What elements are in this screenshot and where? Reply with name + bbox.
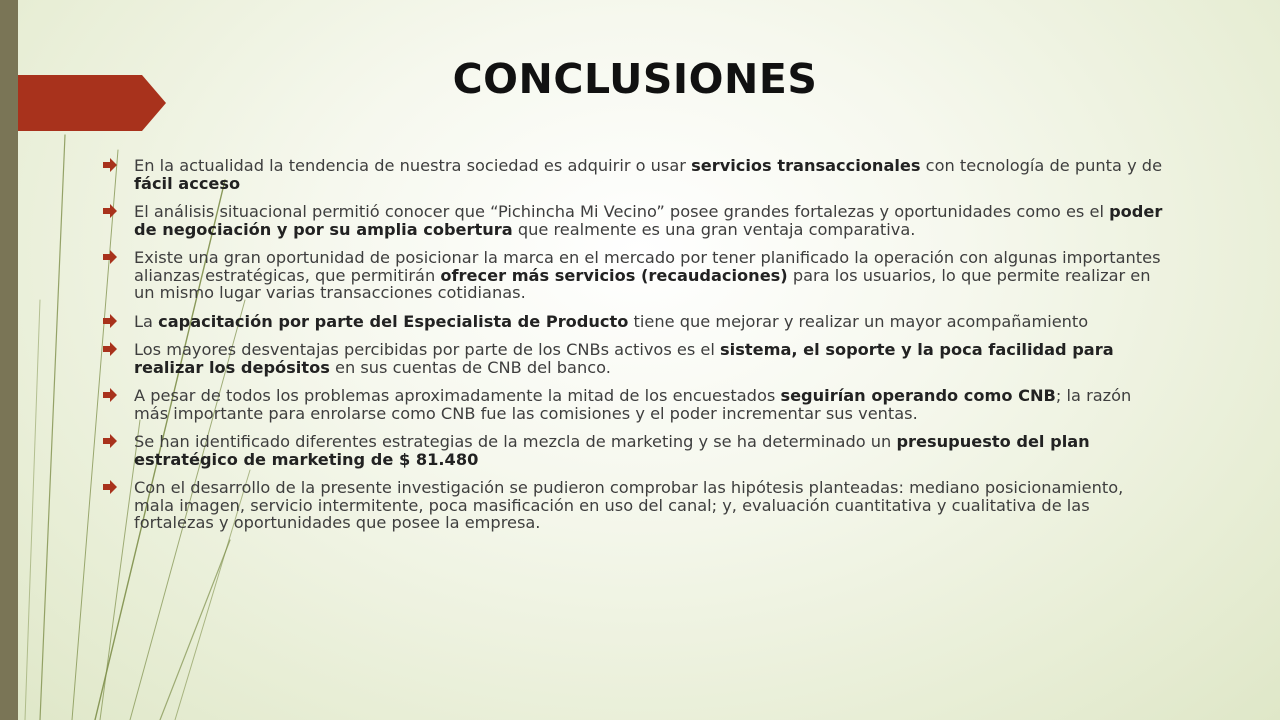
conclusions-list xyxy=(103,157,1163,543)
bullet-bold-text: presupuesto del plan estratégico de marketing de $ 81.480 xyxy=(134,432,1090,469)
bullet-text: que realmente es una gran ventaja comparativa. xyxy=(512,219,916,239)
bullet-item xyxy=(103,479,1163,532)
bullet-text: El análisis situacional permitió conocer que “Pichincha Mi Vecino” posee grandes fortalezas y oportunidades como es el xyxy=(134,202,1110,221)
right-arrow-icon xyxy=(103,342,117,356)
bullet-text: con tecnología de punta y de xyxy=(920,156,1163,175)
right-arrow-icon xyxy=(103,158,117,172)
right-arrow-icon xyxy=(103,204,117,218)
bullet-item xyxy=(103,341,1163,376)
bullet-item xyxy=(103,203,1163,238)
bullet-bold-text: poder de negociación y por su amplia cobertura xyxy=(134,202,1163,239)
bullet-text: tiene que mejorar y realizar un mayor acompañamiento xyxy=(628,311,1089,331)
bullet-text: Con el desarrollo de la presente investigación se pudieron comprobar las hipótesis planteadas: mediano posicionamiento, mala imagen, servicio intermitente, poca masificación en uso del canal; y, evaluación cuantitativa y cualitativa de las fortalezas y oportunidades que posee la empresa. xyxy=(134,478,1124,532)
bullet-text: Los mayores desventajas percibidas por parte de los CNBs activos es el xyxy=(134,340,721,359)
bullet-item xyxy=(103,433,1163,468)
bullet-text: Se han identificado diferentes estrategias de la mezcla de marketing y se ha determinado un xyxy=(134,432,897,451)
bullet-text: En la actualidad la tendencia de nuestra sociedad es adquirir o usar xyxy=(134,156,692,175)
bullet-bold-text: seguirían operando como CNB xyxy=(780,386,1056,405)
bullet-text: A pesar de todos los problemas aproximadamente la mitad de los encuestados xyxy=(134,386,781,405)
bullet-item xyxy=(103,387,1163,422)
bullet-bold-text: ofrecer más servicios (recaudaciones) xyxy=(440,265,788,285)
right-arrow-icon xyxy=(103,480,117,494)
bullet-item xyxy=(103,157,1163,192)
bullet-text: para los usuarios, lo que permite realizar en un mismo lugar varias transacciones cotidianas. xyxy=(134,265,1151,302)
bullet-bold-text: fácil acceso xyxy=(134,173,241,193)
right-arrow-icon xyxy=(103,434,117,448)
bullet-text: La xyxy=(134,311,159,331)
right-arrow-icon xyxy=(103,250,117,264)
bullet-bold-text: servicios transaccionales xyxy=(691,156,921,175)
bullet-bold-text: sistema, el soporte y la poca facilidad para realizar los depósitos xyxy=(134,340,1114,377)
right-arrow-icon xyxy=(103,314,117,328)
bullet-bold-text: capacitación por parte del Especialista de Producto xyxy=(158,311,629,331)
bullet-text: ; la razón más importante para enrolarse como CNB fue las comisiones y el poder incrementar sus ventas. xyxy=(134,386,1132,423)
bullet-item xyxy=(103,313,1163,331)
slide-title: CONCLUSIONES xyxy=(452,55,818,103)
left-decorative-band xyxy=(0,0,18,720)
bullet-item xyxy=(103,249,1163,302)
right-arrow-icon xyxy=(103,388,117,402)
bullet-text: Existe una gran oportunidad de posicionar la marca en el mercado por tener planificado la operación con algunas importantes alianzas estratégicas, que permitirán xyxy=(134,248,1161,285)
bullet-text: en sus cuentas de CNB del banco. xyxy=(329,357,611,377)
